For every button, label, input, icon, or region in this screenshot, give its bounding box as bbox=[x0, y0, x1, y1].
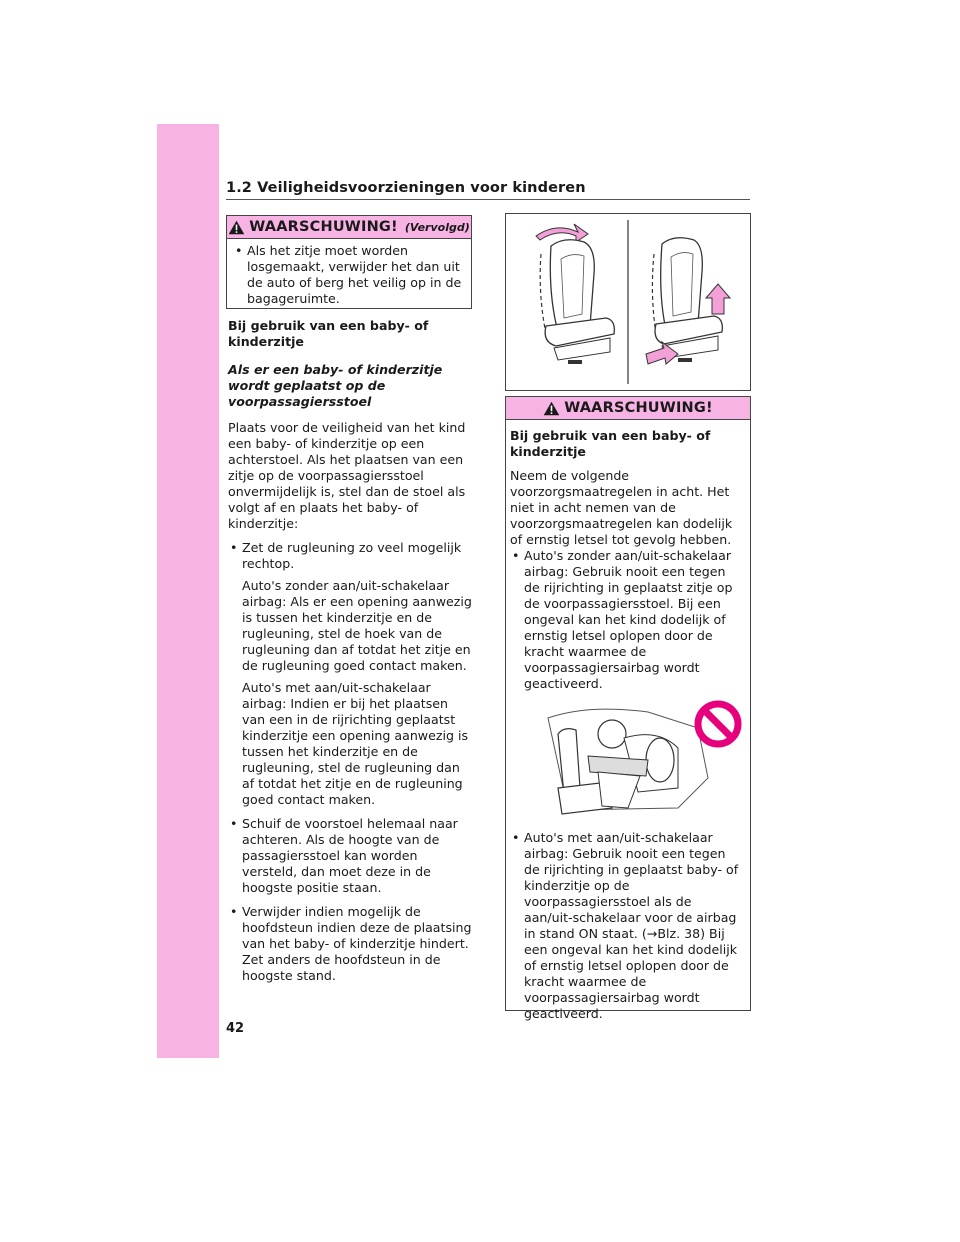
section-rule bbox=[226, 199, 750, 200]
warning-intro: Neem de volgende voorzorgsmaatregelen in acht. Het niet in acht nemen van de voorzorgsmaatregelen kan dodelijk of ernstig letsel tot gevolg hebben. bbox=[510, 468, 733, 547]
page-number: 42 bbox=[226, 1021, 245, 1036]
left-column bbox=[228, 318, 472, 992]
left-bullet-3: • Verwijder indien mogelijk de hoofdsteun indien deze de plaatsing van het baby- of kinderzitje hindert. Zet anders de hoofdsteun in de hoogste stand. bbox=[228, 904, 472, 984]
warning-bullet-2: • Auto's met aan/uit-schakelaar airbag: Gebruik nooit een tegen de rijrichting in geplaatst baby- of kinderzitje op de voorpassagiersstoel als de aan/uit-schakelaar voor de airbag in stand ON staat. (→Blz. 38) Bij een ongeval kan het kind dodelijk of ernstig letsel oplopen door de kracht waarmee de voorpassagiersairbag wordt geactiveerd. bbox=[510, 830, 742, 1022]
rear-facing-seat-prohibited-illustration bbox=[528, 698, 748, 818]
section-header: 1.2 Veiligheidsvoorzieningen voor kinderen bbox=[226, 180, 586, 196]
warning-triangle-icon bbox=[543, 401, 560, 416]
seat-adjustment-illustration bbox=[505, 213, 751, 391]
left-intro: Plaats voor de veiligheid van het kind een baby- of kinderzitje op een achterstoel. Als het plaatsen van een zitje op de voorpassagiersstoel onvermijdelijk is, stel dan de stoel als volgt af en plaats het baby- of kinderzitje: bbox=[228, 420, 466, 531]
warning-bullet-1: • Auto's zonder aan/uit-schakelaar airbag: Gebruik nooit een tegen de rijrichting in geplaatst zitje op de voorpassagiersstoel. Bij een ongeval kan het kind dodelijk of ernstig letsel oplopen door de kracht waarmee de voorpassagiersairbag wordt geactiveerd. bbox=[510, 548, 742, 692]
left-heading: Bij gebruik van een baby- of kinderzitje bbox=[228, 318, 429, 349]
left-bullet-1: • Zet de rugleuning zo veel mogelijk rechtop. bbox=[228, 540, 472, 572]
warning-header bbox=[227, 216, 471, 239]
warning-bullet: • Als het zitje moet worden losgemaakt, verwijder het dan uit de auto of berg het veilig op in de bagageruimte. bbox=[233, 243, 463, 307]
warning-box-continued bbox=[226, 215, 472, 309]
seat-adjustment-drawing bbox=[506, 214, 750, 390]
warning-title: WAARSCHUWING! bbox=[564, 400, 713, 416]
left-bullet-1-para-1: Auto's zonder aan/uit-schakelaar airbag: Als er een opening aanwezig is tussen het kinderzitje en de rugleuning, stel de hoek van de rugleuning dan af totdat het zitje en de rugleuning goed contact maken. bbox=[242, 578, 472, 673]
left-subheading: Als er een baby- of kinderzitje wordt geplaatst op de voorpassagiersstoel bbox=[228, 362, 443, 409]
left-bullet-2: • Schuif de voorstoel helemaal naar achteren. Als de hoogte van de passagiersstoel kan worden versteld, dan moet deze in de hoogste positie staan. bbox=[228, 816, 472, 896]
warning-continued-label: (Vervolgd) bbox=[404, 220, 470, 234]
page-side-band bbox=[157, 124, 219, 1058]
warning-title: WAARSCHUWING! bbox=[249, 219, 398, 235]
warning-box bbox=[505, 396, 751, 1021]
left-bullet-1-para-2: Auto's met aan/uit-schakelaar airbag: Indien er bij het plaatsen van een in de rijrichting geplaatst kinderzitje een opening aanwezig is tussen het kinderzitje en de rugleuning, stel de rugleuning dan af totdat het zitje en de rugleuning goed contact maken. bbox=[242, 680, 469, 807]
warning-header bbox=[506, 397, 750, 420]
warning-heading: Bij gebruik van een baby- of kinderzitje bbox=[510, 428, 711, 459]
warning-triangle-icon bbox=[228, 220, 245, 235]
